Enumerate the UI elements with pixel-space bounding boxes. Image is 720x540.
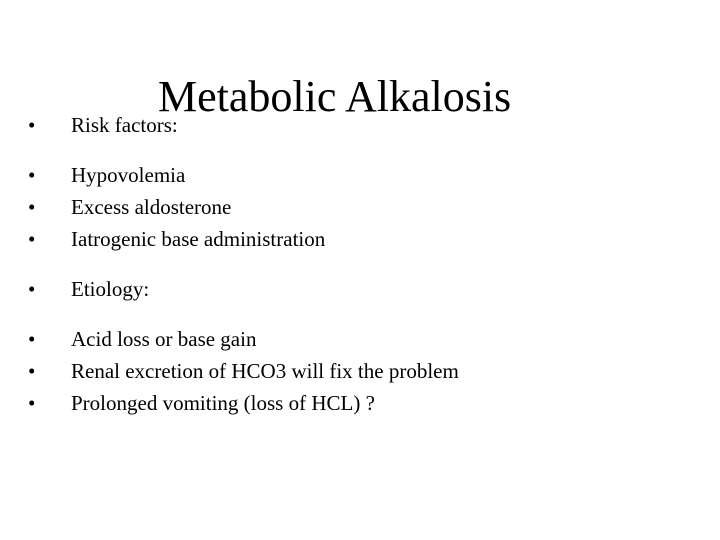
- bullet-icon: •: [28, 359, 36, 383]
- bullet-text: Hypovolemia: [71, 163, 186, 187]
- bullet-icon: •: [28, 227, 36, 251]
- bullet-text: Prolonged vomiting (loss of HCL) ?: [71, 391, 375, 415]
- bullet-icon: •: [28, 195, 36, 219]
- bullet-text: Renal excretion of HCO3 will fix the problem: [71, 359, 459, 383]
- bullet-icon: •: [28, 163, 36, 187]
- bullet-text: Excess aldosterone: [71, 195, 232, 219]
- bullet-text: Etiology:: [71, 277, 150, 301]
- slide-title: Metabolic Alkalosis: [158, 72, 512, 121]
- bullet-text: Risk factors:: [71, 113, 178, 137]
- bullet-text: Iatrogenic base administration: [71, 227, 326, 251]
- bullet-text: Acid loss or base gain: [71, 327, 257, 351]
- bullet-icon: •: [28, 277, 36, 301]
- bullet-icon: •: [28, 391, 36, 415]
- bullet-icon: •: [28, 327, 36, 351]
- bullet-icon: •: [28, 113, 36, 137]
